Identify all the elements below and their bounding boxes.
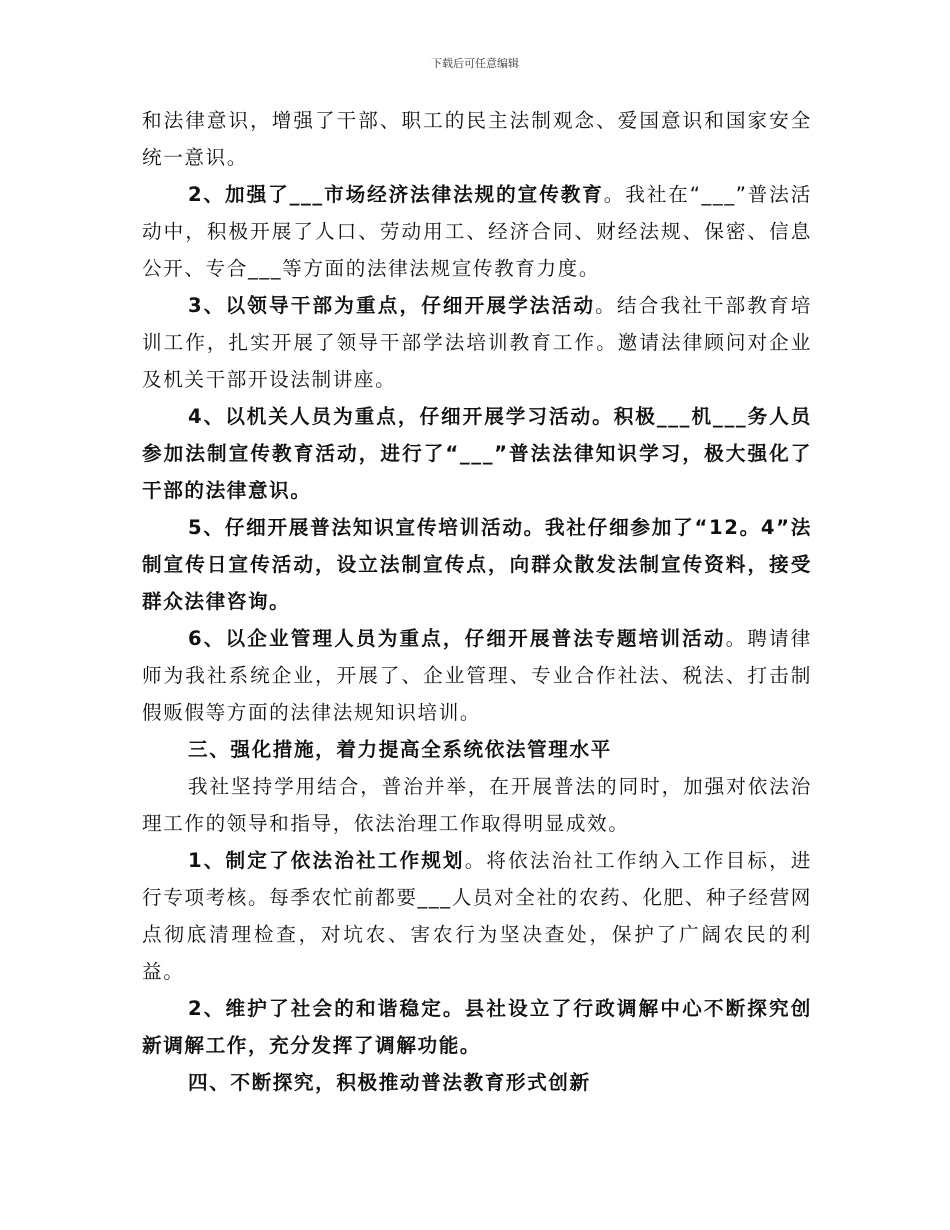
section-heading-4 (142, 1064, 812, 1101)
paragraph-4-bold: 4、以机关人员为重点，仔细开展学习活动。积极___机___务人员参加法制宣传教育活动，进行了“___”普法法律知识学习，极大强化了干部的法律意识。 (142, 405, 812, 502)
paragraph-3-text: 。结合我社干部教育培训工作，扎实开展了领导干部学法培训教育工作。邀请法律顾问对企业及机关干部开设法制讲座。 (142, 294, 812, 391)
paragraph-1 (142, 102, 812, 176)
paragraph-6-bold: 6、以企业管理人员为重点，仔细开展普法专题培训活动 (188, 627, 726, 650)
paragraph-6-text: 。聘请律师为我社系统企业，开展了、企业管理、专业合作社法、税法、打击制假贩假等方面的法律法规知识培训。 (142, 627, 812, 724)
paragraph-7 (142, 768, 812, 842)
paragraph-2-text: 。我社在“___”普法活动中，积极开展了人口、劳动用工、经济合同、财经法规、保密、信息公开、专合___等方面的法律法规宣传教育力度。 (142, 183, 812, 280)
paragraph-8-bold: 1、制定了依法治社工作规划 (188, 849, 465, 872)
paragraph-5-bold: 5、仔细开展普法知识宣传培训活动。我社仔细参加了“12。4”法制宣传日宣传活动，设立法制宣传点，向群众散发法制宣传资料，接受群众法律咨询。 (142, 516, 812, 613)
page-header: 下载后可任意编辑 (431, 57, 519, 70)
paragraph-9-bold: 2、维护了社会的和谐稳定。县社设立了行政调解中心不断探究创新调解工作，充分发挥了调解功能。 (142, 997, 812, 1057)
paragraph-3-bold: 3、以领导干部为重点，仔细开展学法活动 (188, 294, 596, 317)
section-heading-3-text: 三、强化措施，着力提高全系统依法管理水平 (188, 738, 612, 761)
paragraph-2 (142, 176, 812, 287)
paragraph-2-bold: 2、加强了___市场经济法律法规的宣传教育 (188, 183, 604, 206)
paragraph-1-text: 和法律意识，增强了干部、职工的民主法制观念、爱国意识和国家安全统一意识。 (142, 109, 812, 169)
paragraph-6 (142, 620, 812, 731)
paragraph-8 (142, 842, 812, 990)
section-heading-4-text: 四、不断探究，积极推动普法教育形式创新 (188, 1071, 591, 1094)
paragraph-8-text: 。将依法治社工作纳入工作目标，进行专项考核。每季农忙前都要___人员对全社的农药、化肥、种子经营网点彻底清理检查，对坑农、害农行为坚决查处，保护了广阔农民的利益。 (142, 849, 813, 983)
section-heading-3 (142, 731, 812, 768)
paragraph-5 (142, 509, 812, 620)
paragraph-9 (142, 990, 812, 1064)
paragraph-4 (142, 398, 812, 509)
paragraph-3 (142, 287, 812, 398)
document-body (142, 102, 812, 1101)
paragraph-7-text: 我社坚持学用结合，普治并举，在开展普法的同时，加强对依法治理工作的领导和指导，依法治理工作取得明显成效。 (142, 775, 812, 835)
